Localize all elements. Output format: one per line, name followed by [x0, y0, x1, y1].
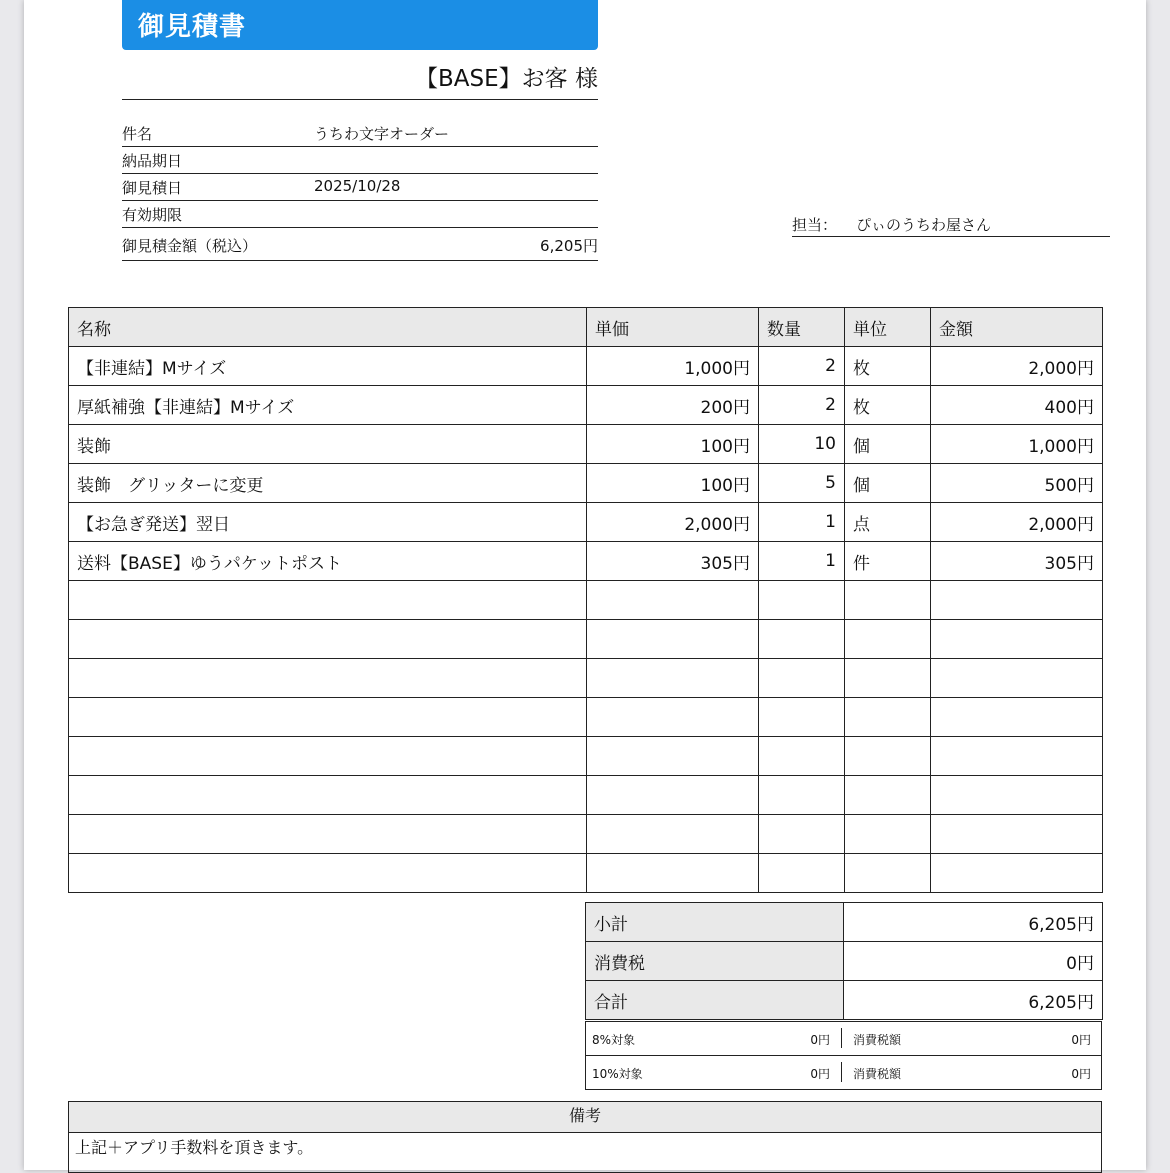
cell-unit-price [587, 815, 759, 854]
cell-unit [845, 698, 931, 737]
info-row-subject [122, 120, 598, 147]
total-value: 6,205円 [844, 981, 1103, 1020]
cell-quantity: 10 [759, 425, 845, 464]
cell-name [69, 737, 587, 776]
table-row [69, 425, 1103, 464]
cell-quantity [759, 581, 845, 620]
cell-name [69, 854, 587, 893]
cell-name [69, 815, 587, 854]
divider [841, 1028, 842, 1048]
cell-name: 装飾 グリッターに変更 [69, 464, 587, 503]
cell-unit: 枚 [845, 347, 931, 386]
cell-amount: 1,000円 [931, 425, 1103, 464]
cell-name: 【お急ぎ発送】翌日 [69, 503, 587, 542]
header-amount: 金額 [931, 308, 1103, 347]
cell-amount [931, 698, 1103, 737]
header-name: 名称 [69, 308, 587, 347]
table-row [69, 503, 1103, 542]
cell-quantity: 2 [759, 386, 845, 425]
info-label: 有効期限 [122, 206, 183, 224]
cell-amount [931, 581, 1103, 620]
cell-amount [931, 659, 1103, 698]
cell-name: 厚紙補強【非連結】Mサイズ [69, 386, 587, 425]
cell-unit [845, 659, 931, 698]
cell-unit-price [587, 776, 759, 815]
info-value: 2025/10/28 [314, 177, 401, 195]
cell-amount [931, 815, 1103, 854]
cell-amount [931, 854, 1103, 893]
tax-rate-label: 10%対象 [592, 1067, 643, 1081]
subtotal-row [586, 903, 1103, 942]
table-row [69, 542, 1103, 581]
info-row-expiry [122, 201, 598, 228]
document-title: 御見積書 [138, 12, 247, 42]
header-unit-price: 単価 [587, 308, 759, 347]
tax-amount-label: 消費税額 [853, 1067, 902, 1081]
remarks-text: 上記＋アプリ手数料を頂きます。 [75, 1138, 314, 1157]
cell-name [69, 581, 587, 620]
cell-quantity [759, 737, 845, 776]
info-value: うちわ文字オーダー [314, 125, 450, 143]
table-row [69, 347, 1103, 386]
cell-unit: 件 [845, 542, 931, 581]
tax-breakdown-row-10 [586, 1055, 1101, 1089]
info-label: 御見積金額（税込） [122, 237, 258, 255]
cell-amount: 400円 [931, 386, 1103, 425]
info-row-delivery-date [122, 147, 598, 174]
cell-unit [845, 854, 931, 893]
person-label: 担当： [792, 216, 838, 234]
table-row [69, 698, 1103, 737]
remarks-heading: 備考 [68, 1101, 1102, 1133]
cell-quantity: 1 [759, 503, 845, 542]
customer-name: 【BASE】お客 様 [122, 60, 598, 100]
table-row [69, 581, 1103, 620]
cell-quantity [759, 659, 845, 698]
cell-amount: 500円 [931, 464, 1103, 503]
cell-unit-price: 305円 [587, 542, 759, 581]
subtotal-value: 6,205円 [844, 903, 1103, 942]
cell-quantity [759, 698, 845, 737]
cell-unit [845, 620, 931, 659]
cell-name [69, 620, 587, 659]
cell-name: 送料【BASE】ゆうパケットポスト [69, 542, 587, 581]
cell-name: 【非連結】Mサイズ [69, 347, 587, 386]
cell-unit-price [587, 854, 759, 893]
cell-unit-price: 100円 [587, 425, 759, 464]
remarks-body [68, 1132, 1102, 1173]
cell-amount [931, 620, 1103, 659]
table-row [69, 776, 1103, 815]
cell-unit-price [587, 581, 759, 620]
subtotal-label: 小計 [586, 903, 844, 942]
cell-unit [845, 776, 931, 815]
info-row-amount [122, 228, 598, 261]
tax-breakdown-row-8 [586, 1022, 1101, 1055]
tax-amount-value: 0円 [1071, 1033, 1091, 1047]
cell-unit-price: 200円 [587, 386, 759, 425]
header-unit: 単位 [845, 308, 931, 347]
cell-unit [845, 815, 931, 854]
cell-quantity [759, 854, 845, 893]
total-row [586, 981, 1103, 1020]
person-in-charge [792, 212, 1110, 237]
cell-quantity [759, 776, 845, 815]
table-row [69, 386, 1103, 425]
totals-table [585, 902, 1103, 1020]
info-label: 件名 [122, 125, 153, 143]
cell-unit: 枚 [845, 386, 931, 425]
total-label: 合計 [586, 981, 844, 1020]
table-row [69, 620, 1103, 659]
tax-row [586, 942, 1103, 981]
info-label: 御見積日 [122, 179, 183, 197]
info-label: 納品期日 [122, 152, 183, 170]
cell-unit [845, 737, 931, 776]
divider [841, 1062, 842, 1082]
cell-name [69, 698, 587, 737]
tax-label: 消費税 [586, 942, 844, 981]
tax-base-value: 0円 [810, 1067, 830, 1081]
cell-unit-price [587, 737, 759, 776]
cell-amount: 305円 [931, 542, 1103, 581]
title-banner [122, 0, 598, 50]
table-row [69, 659, 1103, 698]
estimate-total-amount: 6,205円 [540, 237, 598, 255]
cell-unit: 点 [845, 503, 931, 542]
cell-unit-price [587, 698, 759, 737]
cell-unit-price [587, 659, 759, 698]
cell-name [69, 659, 587, 698]
cell-amount: 2,000円 [931, 503, 1103, 542]
items-body [69, 347, 1103, 893]
cell-name [69, 776, 587, 815]
tax-breakdown [585, 1021, 1102, 1090]
cell-unit-price: 100円 [587, 464, 759, 503]
tax-base-value: 0円 [810, 1033, 830, 1047]
cell-unit-price [587, 620, 759, 659]
tax-amount-value: 0円 [1071, 1067, 1091, 1081]
cell-quantity: 2 [759, 347, 845, 386]
header-quantity: 数量 [759, 308, 845, 347]
cell-amount [931, 737, 1103, 776]
table-row [69, 464, 1103, 503]
cell-quantity: 1 [759, 542, 845, 581]
estimate-page [24, 0, 1146, 1170]
table-row [69, 737, 1103, 776]
tax-amount-label: 消費税額 [853, 1033, 902, 1047]
cell-amount [931, 776, 1103, 815]
cell-unit [845, 581, 931, 620]
cell-unit: 個 [845, 425, 931, 464]
cell-unit-price: 1,000円 [587, 347, 759, 386]
cell-quantity [759, 815, 845, 854]
items-table [68, 307, 1103, 893]
cell-quantity: 5 [759, 464, 845, 503]
cell-amount: 2,000円 [931, 347, 1103, 386]
tax-value: 0円 [844, 942, 1103, 981]
cell-name: 装飾 [69, 425, 587, 464]
items-header-row [69, 308, 1103, 347]
table-row [69, 854, 1103, 893]
person-name: ぴぃのうちわ屋さん [856, 216, 992, 234]
table-row [69, 815, 1103, 854]
cell-quantity [759, 620, 845, 659]
info-row-estimate-date [122, 174, 598, 201]
cell-unit-price: 2,000円 [587, 503, 759, 542]
info-table [122, 120, 598, 261]
tax-rate-label: 8%対象 [592, 1033, 636, 1047]
cell-unit: 個 [845, 464, 931, 503]
